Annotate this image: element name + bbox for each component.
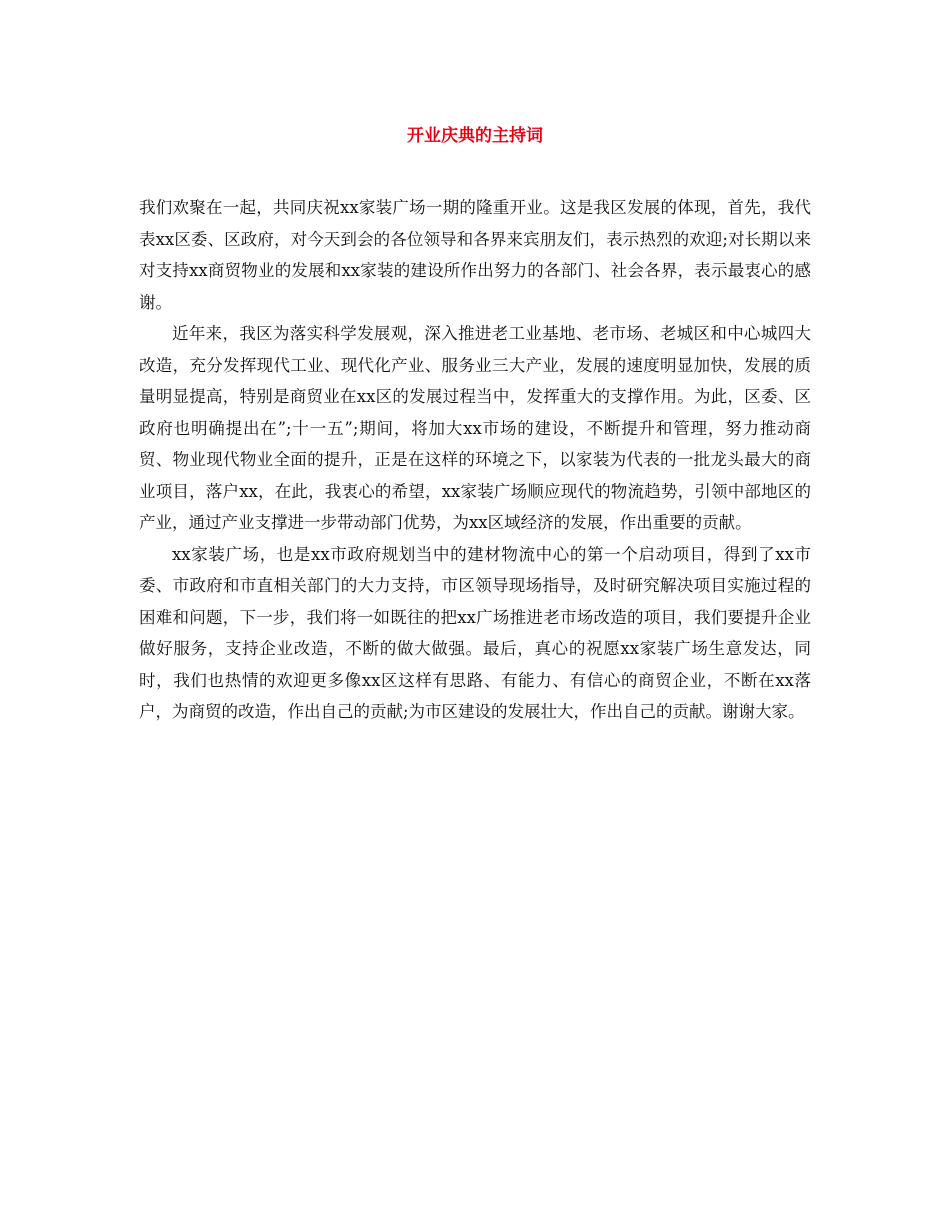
paragraph-3: xx家装广场，也是xx市政府规划当中的建材物流中心的第一个启动项目，得到了xx市委、市政府和市直相关部门的大力支持，市区领导现场指导，及时研究解决项目实施过程的困难和问题，下一步，我们将一如既往的把xx广场推进老市场改造的项目，我们要提升企业做好服务，支持企业改造，不断的做大做强。最后，真心的祝愿xx家装广场生意发达，同时，我们也热情的欢迎更多像xx区这样有思路、有能力、有信心的商贸企业，不断在xx落户，为商贸的改造，作出自己的贡献;为市区建设的发展壮大，作出自己的贡献。谢谢大家。 xyxy=(139,544,811,721)
document-title: 开业庆典的主持词 xyxy=(407,126,543,146)
paragraph-1: 我们欢聚在一起，共同庆祝xx家装广场一期的隆重开业。这是我区发展的体现，首先，我代表xx区委、区政府，对今天到会的各位领导和各界来宾朋友们，表示热烈的欢迎;对长期以来对支持xx商贸物业的发展和xx家装的建设所作出努力的各部门、社会各界，表示最衷心的感谢。 xyxy=(139,198,811,312)
paragraph-2: 近年来，我区为落实科学发展观，深入推进老工业基地、老市场、老城区和中心城四大改造，充分发挥现代工业、现代化产业、服务业三大产业，发展的速度明显加快，发展的质量明显提高，特别是商贸业在xx区的发展过程当中，发挥重大的支撑作用。为此，区委、区政府也明确提出在”;十一五”;期间，将加大xx市场的建设，不断提升和管理，努力推动商贸、物业现代物业全面的提升，正是在这样的环境之下，以家装为代表的一批龙头最大的商业项目，落户xx，在此，我衷心的希望，xx家装广场顺应现代的物流趋势，引领中部地区的产业，通过产业支撑进一步带动部门优势，为xx区域经济的发展，作出重要的贡献。 xyxy=(139,324,811,532)
document-body xyxy=(139,192,811,728)
